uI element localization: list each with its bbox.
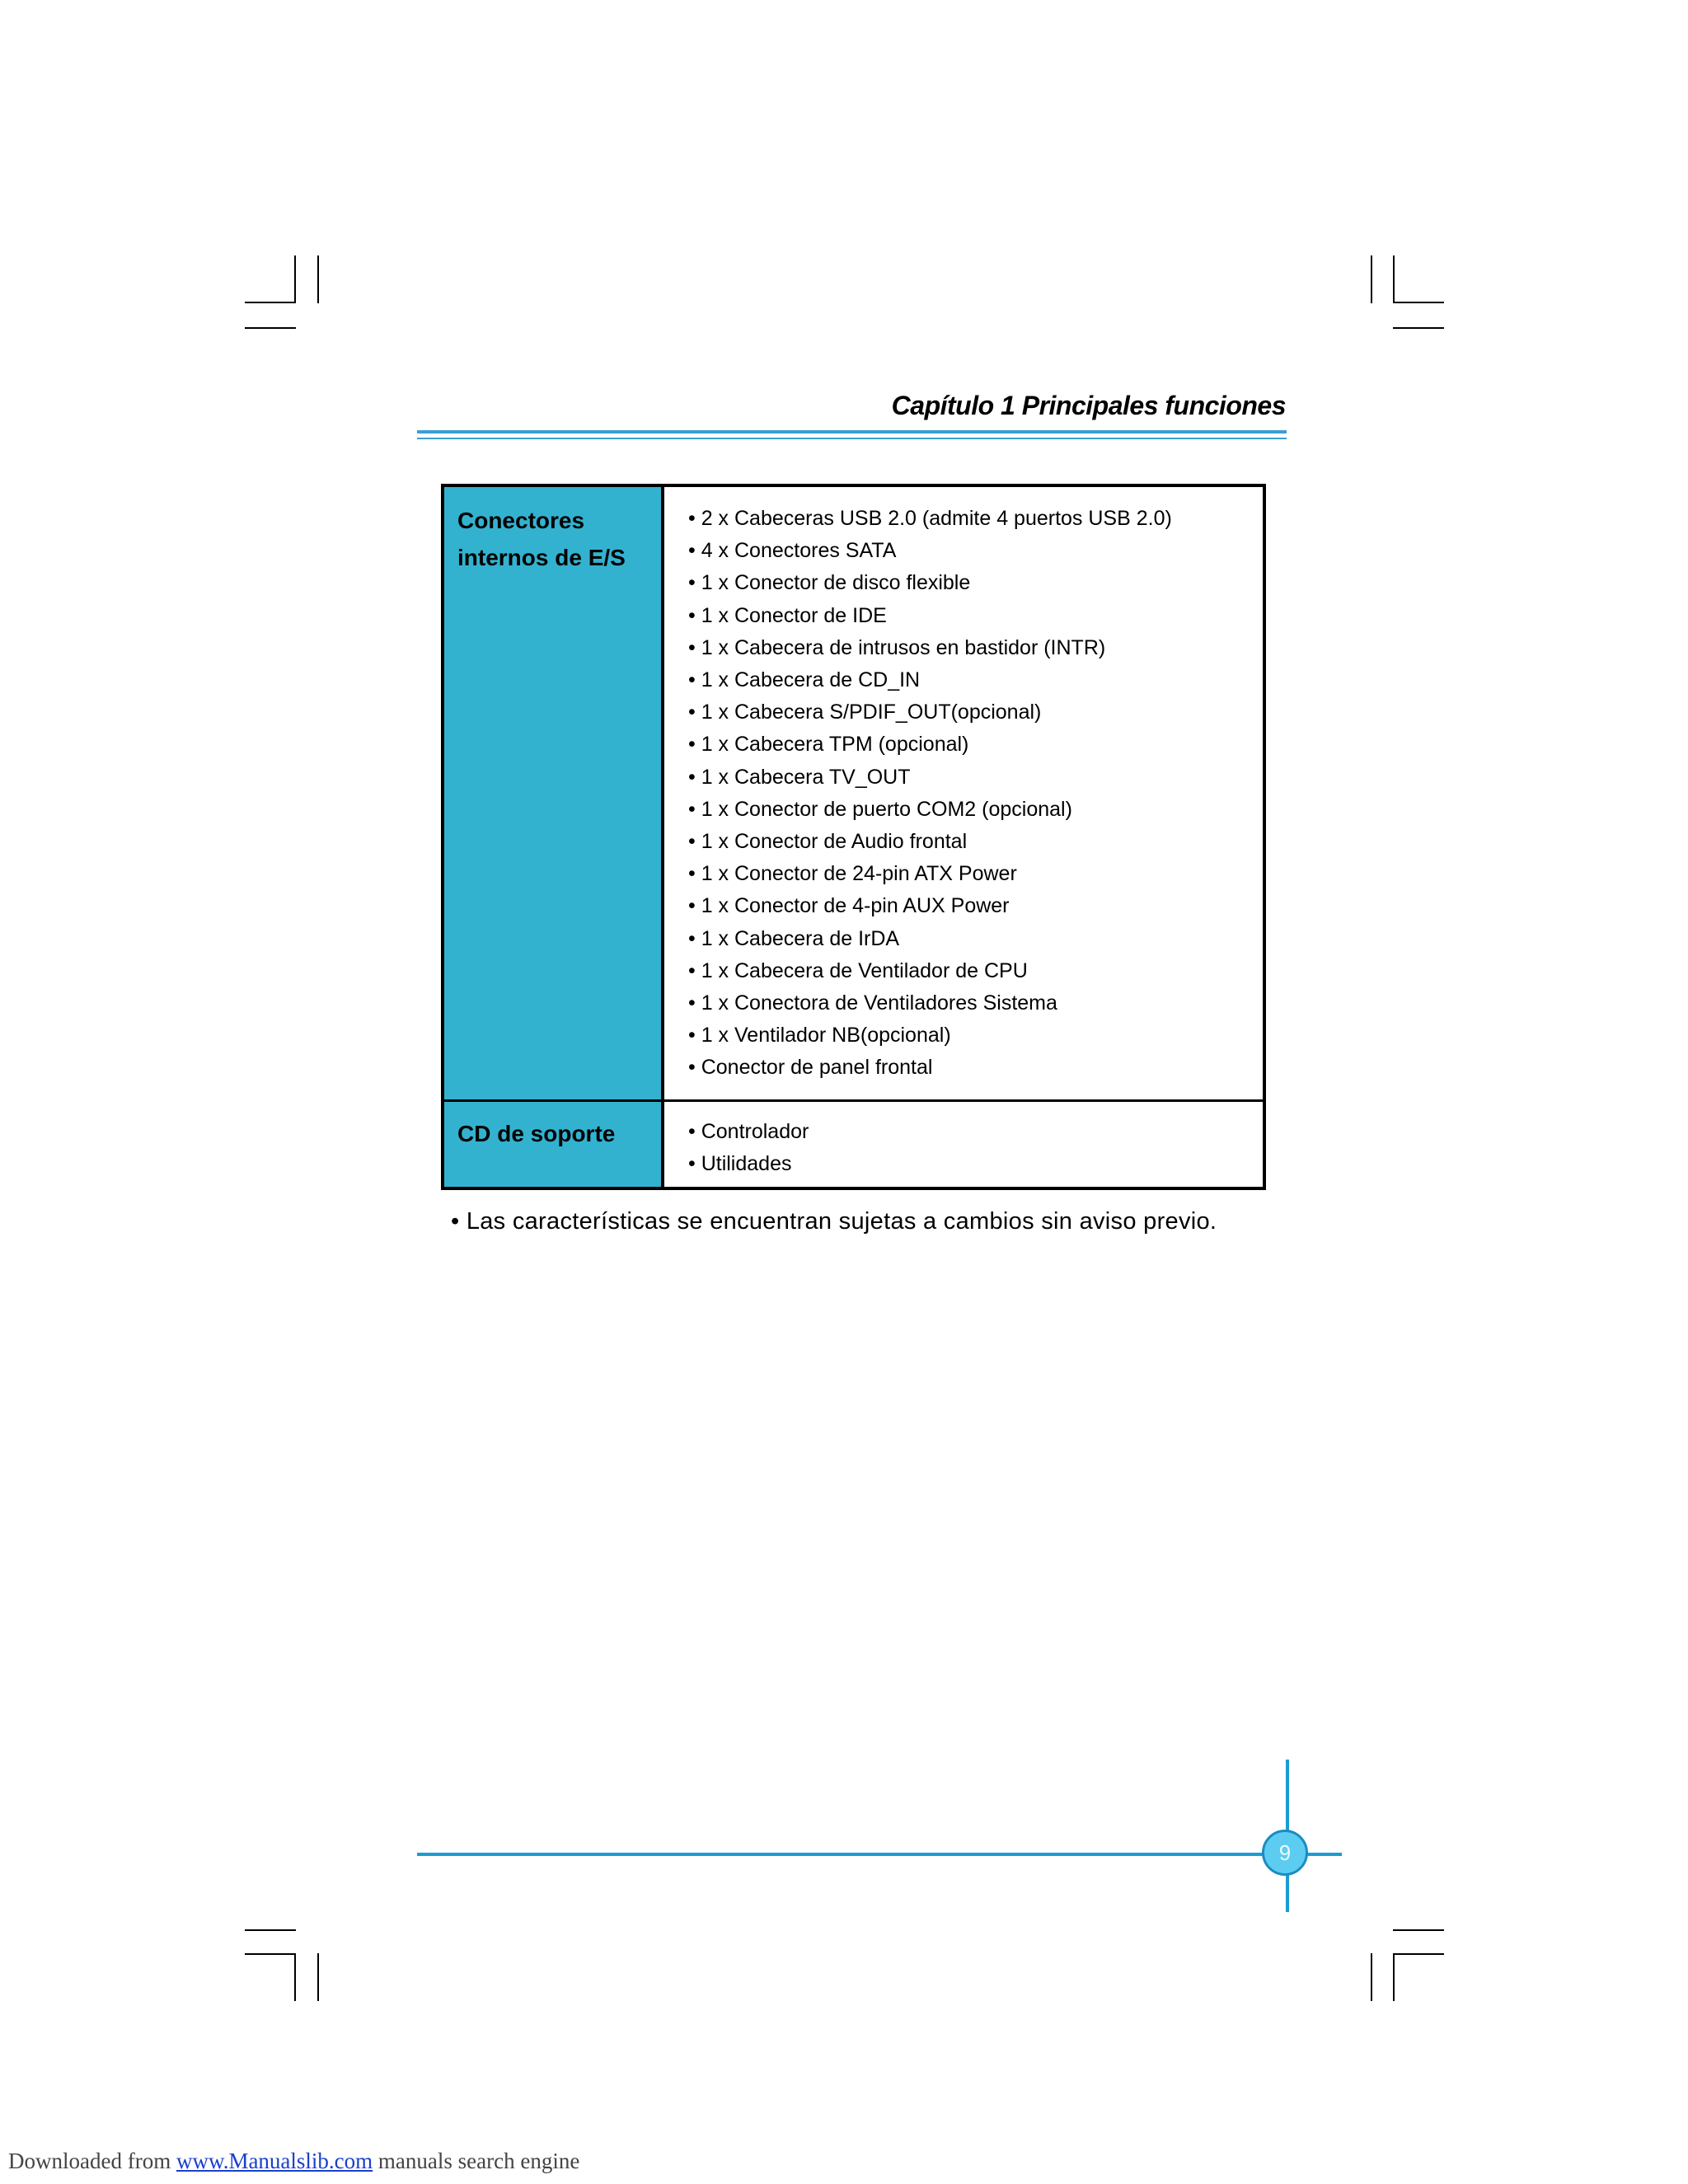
row-label-line: Conectores (457, 508, 585, 533)
list-item: • Utilidades (688, 1148, 809, 1180)
list-item: • 1 x Cabecera de intrusos en bastidor (INTR) (688, 632, 1172, 664)
crop-mark-top-right-v2 (1393, 255, 1395, 303)
item-list-internal-connectors (688, 503, 1172, 1085)
list-item: • 1 x Conectora de Ventiladores Sistema (688, 987, 1172, 1019)
row-label-line: internos de E/S (457, 545, 626, 570)
row-label-support-cd (457, 1115, 615, 1152)
list-item: • 1 x Conector de IDE (688, 600, 1172, 632)
crop-mark-bottom-left-v2 (317, 1953, 319, 2001)
download-suffix: manuals search engine (373, 2149, 580, 2173)
row-label-line: CD de soporte (457, 1121, 616, 1146)
header-rule-top (417, 430, 1287, 434)
footer-rule (417, 1853, 1342, 1856)
header-rule-bottom (417, 438, 1287, 439)
list-item: • 1 x Conector de Audio frontal (688, 826, 1172, 858)
list-item: • 1 x Cabecera de Ventilador de CPU (688, 955, 1172, 987)
label-column (444, 487, 664, 1187)
crop-mark-top-left-v2 (317, 255, 319, 303)
crop-mark-bottom-right-v2 (1371, 1953, 1372, 2001)
manualslib-link[interactable]: www.Manualslib.com (176, 2149, 373, 2173)
crop-mark-bottom-right-h2 (1393, 1929, 1444, 1931)
list-item: • 4 x Conectores SATA (688, 535, 1172, 567)
download-source-line (8, 2149, 579, 2174)
crop-mark-top-right-v (1371, 255, 1372, 303)
list-item: • Conector de panel frontal (688, 1052, 1172, 1084)
list-item: • Controlador (688, 1116, 809, 1148)
row-divider (444, 1099, 1263, 1102)
crop-mark-bottom-left-h2 (245, 1929, 296, 1931)
download-prefix: Downloaded from (8, 2149, 176, 2173)
crop-mark-top-left-h (245, 302, 296, 303)
page-number-badge (1262, 1830, 1308, 1876)
crop-mark-bottom-left-h (245, 1953, 296, 1955)
list-item: • 1 x Conector de 4-pin AUX Power (688, 890, 1172, 922)
crop-mark-bottom-right-v (1393, 1953, 1395, 2001)
spec-table (441, 484, 1266, 1190)
page-number: 9 (1278, 1840, 1292, 1865)
list-item: • 1 x Cabecera S/PDIF_OUT(opcional) (688, 696, 1172, 729)
list-item: • 1 x Ventilador NB(opcional) (688, 1019, 1172, 1052)
list-item: • 1 x Cabecera TV_OUT (688, 762, 1172, 794)
crop-mark-top-left-h2 (245, 327, 296, 329)
list-item: • 2 x Cabeceras USB 2.0 (admite 4 puertos USB 2.0) (688, 503, 1172, 535)
crop-mark-bottom-left-v (294, 1953, 296, 2001)
list-item: • 1 x Conector de disco flexible (688, 567, 1172, 599)
crop-mark-top-right-h2 (1393, 327, 1444, 329)
list-item: • 1 x Cabecera de CD_IN (688, 664, 1172, 696)
list-item: • 1 x Cabecera TPM (opcional) (688, 729, 1172, 761)
crop-mark-top-right-h (1393, 302, 1444, 303)
chapter-title: Capítulo 1 Principales funciones (891, 391, 1286, 420)
specs-change-note: • Las características se encuentran sujetas a cambios sin aviso previo. (451, 1208, 1217, 1235)
crop-mark-bottom-right-h (1393, 1953, 1444, 1955)
list-item: • 1 x Conector de puerto COM2 (opcional) (688, 794, 1172, 826)
item-list-support-cd (688, 1116, 809, 1180)
crop-mark-top-left-v (294, 255, 296, 303)
list-item: • 1 x Cabecera de IrDA (688, 923, 1172, 955)
list-item: • 1 x Conector de 24-pin ATX Power (688, 858, 1172, 890)
row-label-internal-connectors (457, 502, 626, 576)
